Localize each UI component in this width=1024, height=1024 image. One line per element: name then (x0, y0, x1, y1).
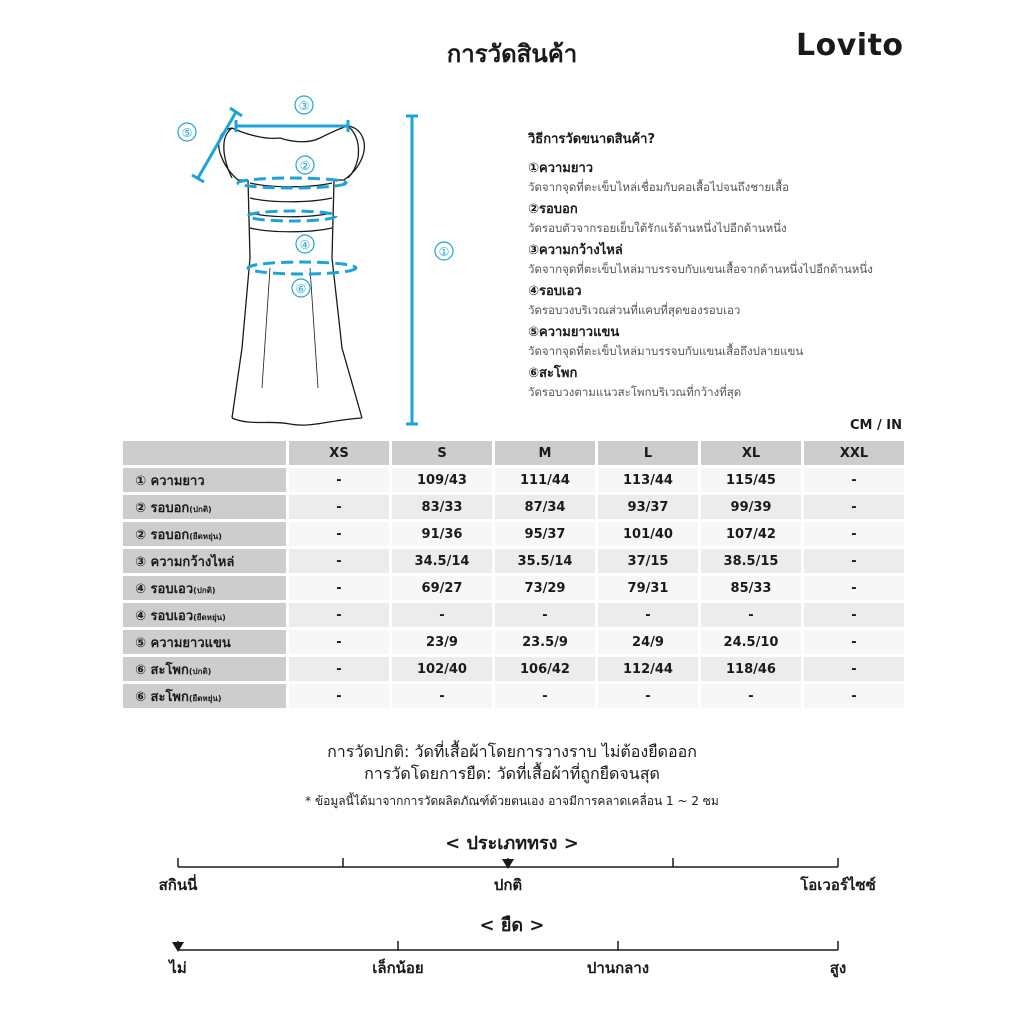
table-cell: - (701, 684, 801, 708)
brand-logo: Lovito (796, 28, 904, 63)
table-cell: 85/33 (701, 576, 801, 600)
callout-6 (292, 279, 310, 297)
guide-heading: วิธีการวัดขนาดสินค้า? (528, 132, 656, 147)
note-normal-measure: การวัดปกติ: วัดที่เสื้อผ้าโดยการวางราบ ไม่ต้องยืดออก (327, 742, 697, 761)
table-cell: - (289, 684, 389, 708)
dress-diagram (170, 88, 470, 433)
guide-item (528, 241, 948, 278)
callout-5-label: ⑤ (181, 126, 193, 140)
table-row (123, 630, 904, 654)
guide-item-title: ⑤ความยาวแขน (528, 325, 620, 340)
row-label (123, 522, 286, 546)
table-cell: - (804, 657, 904, 681)
table-row (123, 576, 904, 600)
stretch-label-slight: เล็กน้อย (372, 959, 424, 977)
guide-item-desc: วัดรอบตัวจากรอยเย็บใต้รักแร้ด้านหนึ่งไปอีกด้านหนึ่ง (528, 221, 787, 235)
table-cell: 118/46 (701, 657, 801, 681)
guide-item (528, 282, 948, 319)
table-cell: 91/36 (392, 522, 492, 546)
size-header: XL (701, 441, 801, 465)
table-cell: 112/44 (598, 657, 698, 681)
guide-item-desc: วัดจากจุดที่ตะเข็บไหล่มาบรรจบกับแขนเสื้อจากด้านหนึ่งไปอีกด้านหนึ่ง (528, 262, 873, 276)
table-row (123, 684, 904, 708)
table-cell: 99/39 (701, 495, 801, 519)
row-label (123, 657, 286, 681)
table-row (123, 522, 904, 546)
stretch-label-none: ไม่ (169, 959, 187, 977)
table-cell: - (598, 684, 698, 708)
row-label (123, 495, 286, 519)
unit-label: CM / IN (850, 418, 902, 433)
fit-scale-bar (0, 855, 1024, 875)
table-cell: - (804, 576, 904, 600)
table-cell: 24.5/10 (701, 630, 801, 654)
row-label-text: ② รอบอก (135, 500, 190, 516)
row-label (123, 684, 286, 708)
table-cell: 95/37 (495, 522, 595, 546)
size-header: XS (289, 441, 389, 465)
size-header: XXL (804, 441, 904, 465)
size-table (120, 438, 907, 711)
guide-item-title: ①ความยาว (528, 161, 594, 176)
guide-item (528, 323, 948, 360)
table-cell: 37/15 (598, 549, 698, 573)
table-cell: 23.5/9 (495, 630, 595, 654)
row-label-sub: (ยืดหยุ่น) (188, 693, 222, 703)
dress-outline (219, 126, 365, 425)
table-cell: 107/42 (701, 522, 801, 546)
guide-item-title: ⑥สะโพก (528, 366, 578, 381)
table-row (123, 468, 904, 492)
row-label-text: ③ ความกว้างไหล่ (135, 554, 235, 570)
guide-item-desc: วัดจากจุดที่ตะเข็บไหล่เชื่อมกับคอเสื้อไปจนถึงชายเสื้อ (528, 180, 790, 194)
table-cell: - (289, 657, 389, 681)
guide-item-title: ④รอบเอว (528, 284, 582, 299)
size-header: L (598, 441, 698, 465)
table-cell: - (598, 603, 698, 627)
table-row (123, 495, 904, 519)
row-label-text: ① ความยาว (135, 473, 205, 489)
table-cell: - (804, 684, 904, 708)
callout-2-label: ② (299, 159, 311, 173)
table-header-row (123, 441, 904, 465)
callout-1-label: ① (438, 245, 450, 259)
stretch-scale-title: < ยืด > (479, 915, 545, 936)
table-cell: - (289, 549, 389, 573)
table-cell: 106/42 (495, 657, 595, 681)
table-row (123, 657, 904, 681)
table-cell: 115/45 (701, 468, 801, 492)
row-label-sub: (ปกติ) (188, 666, 212, 676)
table-cell: 109/43 (392, 468, 492, 492)
table-cell: - (289, 603, 389, 627)
stretch-label-high: สูง (829, 959, 847, 977)
guide-item-desc: วัดรอบวงบริเวณส่วนที่แคบที่สุดของรอบเอว (528, 303, 741, 317)
stretch-scale-bar (0, 938, 1024, 958)
table-cell: 79/31 (598, 576, 698, 600)
measurement-guide (528, 128, 948, 405)
table-cell: - (289, 630, 389, 654)
row-label-sub: (ยืดหยุ่น) (189, 531, 222, 541)
table-cell: 34.5/14 (392, 549, 492, 573)
table-cell: - (289, 468, 389, 492)
table-cell: 73/29 (495, 576, 595, 600)
table-cell: 83/33 (392, 495, 492, 519)
table-cell: 111/44 (495, 468, 595, 492)
size-header: M (495, 441, 595, 465)
table-cell: 113/44 (598, 468, 698, 492)
note-stretch-measure: การวัดโดยการยืด: วัดที่เสื้อผ้าที่ถูกยืดจนสุด (364, 764, 660, 783)
row-label (123, 576, 286, 600)
hip-line (248, 262, 356, 274)
row-label-text: ④ รอบเอว (135, 581, 194, 597)
table-cell: - (804, 603, 904, 627)
table-cell: 35.5/14 (495, 549, 595, 573)
waist-line (248, 211, 336, 221)
table-cell: - (701, 603, 801, 627)
callout-2 (296, 156, 314, 174)
page-title: การวัดสินค้า (446, 40, 578, 68)
row-label (123, 630, 286, 654)
row-label-sub: (ปกติ) (193, 585, 216, 595)
table-cell: - (804, 549, 904, 573)
callout-6-label: ⑥ (295, 282, 307, 296)
callout-5 (178, 123, 196, 141)
table-row (123, 549, 904, 573)
callout-4 (296, 235, 314, 253)
row-label (123, 603, 286, 627)
fit-scale-title: < ประเภททรง > (445, 833, 579, 854)
table-cell: 93/37 (598, 495, 698, 519)
table-cell: - (495, 603, 595, 627)
guide-item (528, 200, 948, 237)
table-corner (123, 441, 286, 465)
guide-item (528, 364, 948, 401)
callout-3 (295, 96, 313, 114)
callout-3-label: ③ (298, 99, 310, 113)
row-label-sub: (ยืดหยุ่น) (193, 612, 226, 622)
guide-item-title: ③ความกว้างไหล่ (528, 243, 623, 258)
row-label-text: ② รอบอก (135, 527, 190, 543)
table-cell: 101/40 (598, 522, 698, 546)
callout-1 (435, 242, 453, 260)
table-cell: 24/9 (598, 630, 698, 654)
guide-item-title: ②รอบอก (528, 202, 578, 217)
sleeve-line (198, 112, 236, 178)
size-header: S (392, 441, 492, 465)
callout-4-label: ④ (299, 238, 311, 252)
disclaimer: * ข้อมูลนี้ได้มาจากการวัดผลิตภัณฑ์ด้วยตนเอง อาจมีการคลาดเคลื่อน 1 ~ 2 ซม (305, 794, 719, 808)
row-label-text: ④ รอบเอว (135, 608, 194, 624)
row-label (123, 549, 286, 573)
table-row (123, 603, 904, 627)
table-cell: - (392, 684, 492, 708)
row-label-text: ⑤ ความยาวแขน (135, 635, 231, 651)
table-cell: 69/27 (392, 576, 492, 600)
table-cell: - (804, 468, 904, 492)
row-label-sub: (ปกติ) (189, 504, 212, 514)
stretch-label-medium: ปานกลาง (586, 959, 650, 977)
row-label (123, 468, 286, 492)
table-cell: 23/9 (392, 630, 492, 654)
table-cell: 102/40 (392, 657, 492, 681)
table-cell: - (495, 684, 595, 708)
guide-item (528, 159, 948, 196)
table-cell: - (289, 495, 389, 519)
table-cell: - (804, 495, 904, 519)
table-cell: - (289, 522, 389, 546)
table-cell: - (289, 576, 389, 600)
fit-label-regular: ปกติ (493, 876, 523, 894)
table-cell: - (804, 630, 904, 654)
guide-item-desc: วัดจากจุดที่ตะเข็บไหล่มาบรรจบกับแขนเสื้อถึงปลายแขน (528, 344, 804, 358)
measurement-lines (192, 108, 418, 424)
table-cell: - (392, 603, 492, 627)
table-cell: - (804, 522, 904, 546)
table-cell: 38.5/15 (701, 549, 801, 573)
guide-item-desc: วัดรอบวงตามแนวสะโพกบริเวณที่กว้างที่สุด (528, 385, 742, 399)
fit-label-oversize: โอเวอร์ไซซ์ (800, 876, 876, 894)
row-label-text: ⑥ สะโพก (135, 662, 189, 678)
table-cell: 87/34 (495, 495, 595, 519)
row-label-text: ⑥ สะโพก (135, 689, 189, 705)
fit-label-skinny: สกินนี่ (158, 876, 198, 894)
